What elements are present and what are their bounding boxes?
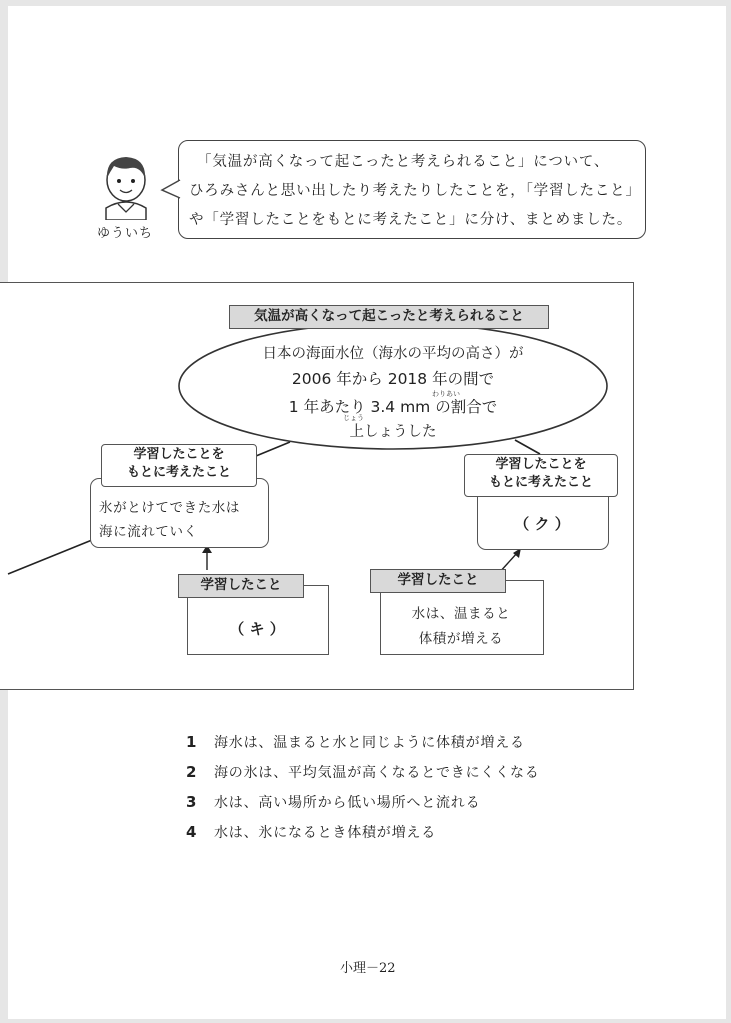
choice-3	[186, 792, 480, 812]
blank-ku: （ ク ）	[514, 515, 570, 533]
choice-3-text: 水は、高い場所から低い場所へと流れる	[214, 795, 481, 811]
ruby-jou: じょう	[343, 414, 364, 422]
center-line-1: 日本の海面水位（海水の平均の高さ）が	[262, 346, 524, 362]
left-thought-tag-line-1: 学習したことを	[133, 447, 225, 462]
choice-2	[186, 762, 540, 782]
right-learned-line-1: 水は、温まると	[411, 606, 511, 622]
left-thought-line-2: 海に流れていく	[99, 524, 198, 540]
choice-4-number: 4	[186, 823, 198, 841]
choice-1	[186, 732, 525, 752]
page-number: 小理－22	[340, 961, 396, 976]
right-learned-line-2: 体積が増える	[418, 631, 504, 647]
choice-2-text: 海の氷は、平均気温が高くなるとできにくくなる	[214, 765, 540, 781]
speaker-name: ゆういち	[97, 226, 154, 241]
blank-ki: （ キ ）	[229, 620, 285, 638]
center-tag: 気温が高くなって起こったと考えられること	[229, 305, 549, 329]
right-thought-tag	[464, 454, 618, 497]
speech-line-3: や「学習したことをもとに考えたこと」に分け、まとめました。	[189, 212, 633, 228]
speech-line-1: 「気温が高くなって起こったと考えられること」について、	[197, 154, 610, 170]
choice-3-number: 3	[186, 793, 198, 811]
left-learned-tag: 学習したこと	[178, 574, 304, 598]
left-thought-tag	[101, 444, 257, 487]
bubble-tail	[160, 178, 182, 202]
choice-4-text: 水は、氷になるとき体積が増える	[214, 825, 436, 841]
center-line-2: 2006 年から 2018 年の間で	[291, 370, 495, 388]
center-line-4: 上しょうした	[349, 424, 437, 440]
ruby-wariai: わりあい	[432, 390, 460, 398]
right-thought-tag-line-2: もとに考えたこと	[488, 475, 593, 490]
boy-avatar	[100, 150, 152, 220]
choice-4	[186, 822, 436, 842]
choice-1-text: 海水は、温まると水と同じように体積が増える	[214, 735, 525, 751]
choice-2-number: 2	[186, 763, 198, 781]
left-thought-tag-line-2: もとに考えたこと	[126, 465, 231, 480]
speech-bubble	[178, 140, 646, 239]
left-thought-line-1: 氷がとけてできた水は	[99, 500, 240, 516]
choice-1-number: 1	[186, 733, 198, 751]
speech-line-2: ひろみさんと思い出したり考えたりしたことを，「学習したこと」	[189, 183, 641, 199]
right-thought-tag-line-1: 学習したことを	[495, 457, 587, 472]
right-learned-tag: 学習したこと	[370, 569, 506, 593]
center-line-3: 1 年あたり 3.4 mm の割合で	[288, 398, 498, 416]
